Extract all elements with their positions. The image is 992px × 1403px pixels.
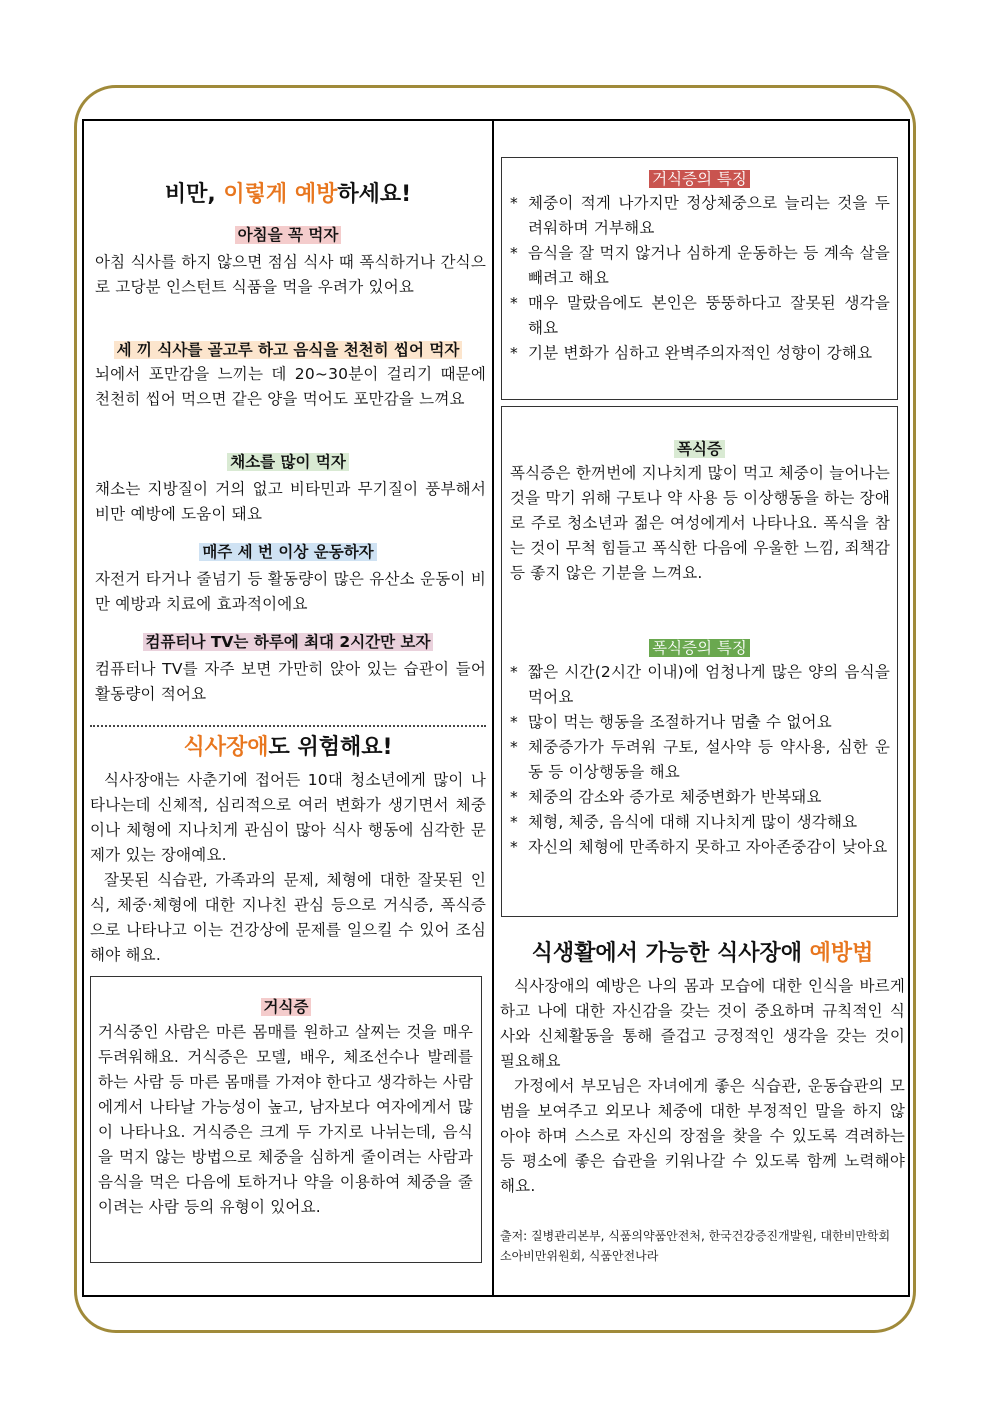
bulimia-body: 폭식증은 한꺼번에 지나치게 많이 먹고 체중이 늘어나는 것을 막기 위해 구토나 약 사용 등 이상행동을 하는 장애로 주로 청소년과 젊은 여성에게서 나타나요. 폭식을 참는 것이 무척 힘들고 폭식한 다음에 우울한 느낌, 죄책감 등 좋지 않은 기분을 느껴요. [510,464,890,582]
anorexia-features-heading: 거식증의 특징 [502,168,897,190]
title-accent: 이렇게 예방 [223,182,338,207]
anorexia-features-list [510,191,890,366]
anorexia-heading: 거식증 [91,995,481,1019]
prevention-para-2: 가정에서 부모님은 자녀에게 좋은 식습관, 운동습관의 모범을 보여주고 외모나 체중에 대한 부정적인 말을 하지 않아야 하며 스스로 자신의 장점을 찾을 수 있도록 격려하는 등 평소에 좋은 습관을 키워나갈 수 있도록 함께 노력해야해요. [500,1077,905,1195]
bulimia-heading: 폭식증 [502,437,897,461]
list-item: * 많이 먹는 행동을 조절하거나 멈출 수 없어요 [510,710,890,735]
list-item: * 체중이 적게 나가지만 정상체중으로 늘리는 것을 두려워하며 거부해요 [510,191,890,241]
tip-1-body: 아침 식사를 하지 않으면 점심 식사 때 폭식하거나 간식으로 고당분 인스턴트 식품을 먹을 우려가 있어요 [95,253,486,296]
list-item: * 체중증가가 두려워 구토, 설사약 등 약사용, 심한 운동 등 이상행동을 해요 [510,735,890,785]
bulimia-features-heading: 폭식증의 특징 [502,637,897,659]
eating-disorder-para-2: 잘못된 식습관, 가족과의 문제, 체형에 대한 잘못된 인식, 체중·체형에 대한 지나친 관심 등으로 거식증, 폭식증으로 나타나고 이는 건강상에 문제를 일으킬 수 있어 조심해야 해요. [90,871,486,964]
column-divider [492,119,494,1297]
eating-disorder-para-1: 식사장애는 사춘기에 접어든 10대 청소년에게 많이 나타나는데 신체적, 심리적으로 여러 변화가 생기면서 체중이나 체형에 지나치게 관심이 많아 식사 행동에 심각한 문제가 있는 장애예요. [90,771,486,864]
tip-5-body: 컴퓨터나 TV를 자주 보면 가만히 앉아 있는 습관이 들어 활동량이 적어요 [95,660,486,703]
eating-disorder-title: 식사장애도 위험해요! [183,735,393,760]
tip-4-body: 자전거 타거나 줄넘기 등 활동량이 많은 유산소 운동이 비만 예방과 치료에 효과적이에요 [95,570,486,613]
tip-3-body: 채소는 지방질이 거의 없고 비타민과 무기질이 풍부해서 비만 예방에 도움이 돼요 [95,480,486,523]
tip-2-heading: 세 끼 식사를 골고루 하고 음식을 천천히 씹어 먹자 [90,338,486,362]
anorexia-features-box [501,157,898,400]
tip-2-body: 뇌에서 포만감을 느끼는 데 20~30분이 걸리기 때문에 천천히 씹어 먹으면 같은 양을 먹어도 포만감을 느껴요 [95,365,486,408]
list-item: * 체중의 감소와 증가로 체중변화가 반복돼요 [510,785,890,810]
bulimia-features-list [510,660,890,860]
source-note: 출저: 질병관리본부, 식품의약품안전처, 한국건강증진개발원, 대한비만학회 소아비만위원회, 식품안전나라 [500,1229,891,1263]
anorexia-box [90,976,482,1263]
list-item: * 기분 변화가 심하고 완벽주의자적인 성향이 강해요 [510,341,890,366]
list-item: * 짧은 시간(2시간 이내)에 엄청나게 많은 양의 음식을 먹어요 [510,660,890,710]
title-post: 하세요! [337,182,412,207]
anorexia-body: 거식중인 사람은 마른 몸매를 원하고 살찌는 것을 매우 두려워해요. 거식증은 모델, 배우, 체조선수나 발레를 하는 사람 등 마른 몸매를 가져야 한다고 생각하는 사람에게서 나타날 가능성이 높고, 남자보다 여자에게서 많이 나타나요. 거식증은 크게 두 가지로 나뉘는데, 음식을 먹지 않는 방법으로 체중을 심하게 줄이려는 사람과 음식을 먹은 다음에 토하거나 약을 이용하여 체중을 줄이려는 사람 등의 유형이 있어요. [98,1023,473,1216]
bulimia-box [501,406,898,917]
list-item: * 매우 말랐음에도 본인은 뚱뚱하다고 잘못된 생각을 해요 [510,291,890,341]
list-item: * 음식을 잘 먹지 않거나 심하게 운동하는 등 계속 살을 빼려고 해요 [510,241,890,291]
prevention-para-1: 식사장애의 예방은 나의 몸과 모습에 대한 인식을 바르게 하고 나에 대한 자신감을 갖는 것이 중요하며 규칙적인 식사와 신체활동을 통해 즐겁고 긍정적인 생각을 갖는 것이 필요해요 [500,977,905,1070]
list-item: * 자신의 체형에 만족하지 못하고 자아존중감이 낮아요 [510,835,890,860]
tip-5-heading: 컴퓨터나 TV는 하루에 최대 2시간만 보자 [90,630,486,654]
section-separator [90,725,486,727]
tip-3-heading: 채소를 많이 먹자 [90,450,486,474]
title-pre: 비만, [164,182,224,207]
prevention-title: 식생활에서 가능한 식사장애 예방법 [531,941,874,966]
tip-4-heading: 매주 세 번 이상 운동하자 [90,540,486,564]
tip-1-heading: 아침을 꼭 먹자 [90,223,486,247]
obesity-title [90,180,486,210]
list-item: * 체형, 체중, 음식에 대해 지나치게 많이 생각해요 [510,810,890,835]
